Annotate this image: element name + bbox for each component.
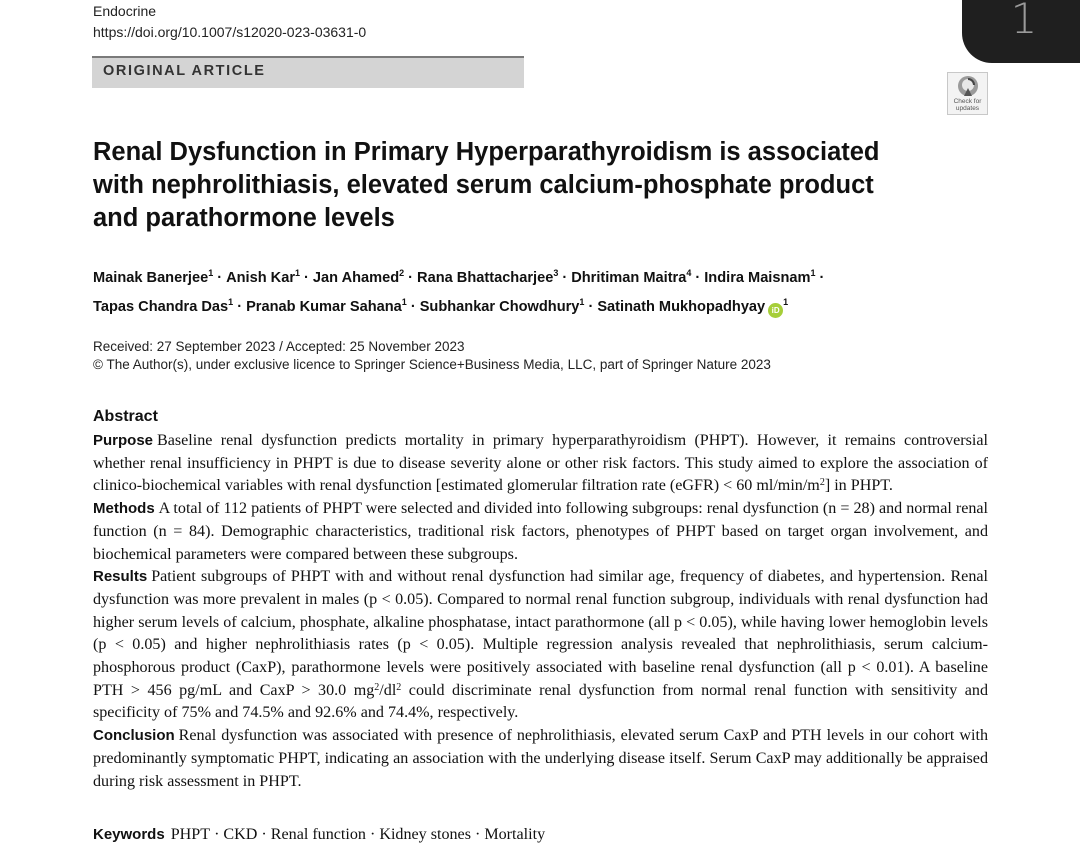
keyword-separator: ·: [369, 826, 376, 843]
check-for-updates-text: [948, 98, 987, 112]
author-affiliation: 4: [686, 268, 692, 278]
author-separator: ·: [410, 299, 416, 315]
results-sup-1: 2: [374, 681, 380, 693]
author-name[interactable]: Tapas Chandra Das: [93, 299, 229, 315]
keyword-item: Renal function: [270, 826, 366, 843]
author-name[interactable]: Rana Bhattacharjee: [417, 270, 554, 286]
author-separator: ·: [562, 270, 568, 286]
article-title: Renal Dysfunction in Primary Hyperparathyroidism is associated with nephrolithiasis, elevated serum calcium-phosphate product and parathormone levels: [93, 138, 880, 232]
author-name[interactable]: Mainak Banerjee: [93, 270, 209, 286]
purpose-label: Purpose: [93, 432, 154, 449]
author-name[interactable]: Dhritiman Maitra: [571, 270, 687, 286]
author-affiliation: 1: [401, 297, 407, 307]
methods-text: A total of 112 patients of PHPT were selected and divided into following subgroups: renal dysfunction (n = 28) and normal renal function (n = 84). Demographic characteristics, traditional risk factors, phenotypes of PHPT based on target organ involvement, and biochemical parameters were compared between these subgroups.: [93, 500, 988, 563]
author-separator: ·: [588, 299, 594, 315]
author-name[interactable]: Pranab Kumar Sahana: [246, 299, 402, 315]
abstract-purpose: [93, 430, 988, 498]
doi-link[interactable]: https://doi.org/10.1007/s12020-023-03631-0: [93, 24, 367, 40]
author-name[interactable]: Subhankar Chowdhury: [419, 299, 580, 315]
keyword-separator: ·: [474, 826, 481, 843]
author-list: [93, 261, 993, 319]
author-affiliation: 1: [579, 297, 585, 307]
author-affiliation: 1: [810, 268, 816, 278]
orcid-icon[interactable]: iD: [768, 303, 783, 318]
author-affiliation: 2: [399, 268, 405, 278]
results-unit: /dl: [379, 681, 397, 699]
check-line1: Check for: [953, 98, 982, 105]
author-name[interactable]: Satinath Mukhopadhyay: [597, 299, 766, 315]
author-affiliation: 1: [208, 268, 214, 278]
abstract-methods: [93, 498, 988, 566]
author-name[interactable]: Anish Kar: [226, 270, 296, 286]
keywords-list: [171, 826, 545, 843]
keywords-line: [93, 826, 988, 844]
page-number: 1: [1010, 0, 1038, 43]
author-affiliation: 3: [553, 268, 559, 278]
keyword-item: PHPT: [170, 826, 211, 843]
author-separator: ·: [819, 270, 825, 286]
author-affiliation: 1: [295, 268, 301, 278]
author-separator: ·: [408, 270, 414, 286]
results-label: Results: [93, 568, 148, 586]
abstract-heading: Abstract: [93, 408, 158, 425]
received-accepted-dates: Received: 27 September 2023 / Accepted: 25 November 2023: [93, 339, 465, 354]
abstract-results: [93, 566, 988, 725]
check-line2: updates: [955, 105, 980, 112]
conclusion-label: Conclusion: [93, 727, 175, 745]
copyright-notice: © The Author(s), under exclusive licence to Springer Science+Business Media, LLC, part of Springer Nature 2023: [93, 357, 771, 372]
purpose-text: Baseline renal dysfunction predicts mortality in primary hyperparathyroidism (PHPT). However, it remains controversial whether renal insufficiency in PHPT is due to disease severity alone or other risk factors. This study aimed to explore the association of clinico-biochemical variables with renal dysfunction [estimated glomerular filtration rate (eGFR) < 60 ml/min/m: [93, 432, 988, 495]
journal-name: Endocrine: [93, 3, 157, 19]
conclusion-text: Renal dysfunction was associated with presence of nephrolithiasis, elevated serum CaxP and PTH levels in our cohort with predominantly symptomatic PHPT, indicating an association with the underlying disease itself. Serum CaxP may additionally be appraised during risk assessment in PHPT.: [93, 727, 988, 790]
results-text-end: could discriminate renal dysfunction from normal renal function with sensitivity and specificity of 75% and 74.5% and 92.6% and 74.4%, respectively.: [93, 681, 988, 722]
author-name[interactable]: Indira Maisnam: [704, 270, 811, 286]
author-name[interactable]: Jan Ahamed: [312, 270, 400, 286]
methods-label: Methods: [93, 500, 155, 518]
results-sup-2: 2: [396, 681, 402, 693]
author-separator: ·: [695, 270, 701, 286]
check-for-updates-button[interactable]: [947, 72, 988, 115]
article-type-banner: [92, 56, 524, 88]
purpose-sup: 2: [819, 477, 825, 489]
keyword-separator: ·: [214, 826, 220, 843]
abstract-body: [93, 430, 988, 793]
author-affiliation: 1: [228, 297, 234, 307]
author-separator: ·: [304, 270, 309, 286]
author-separator: ·: [237, 299, 243, 315]
keyword-item: Mortality: [484, 826, 546, 843]
article-type-label: ORIGINAL ARTICLE: [103, 63, 266, 79]
keyword-item: CKD: [223, 826, 258, 843]
purpose-text-end: ] in PHPT.: [824, 477, 893, 495]
results-text: Patient subgroups of PHPT with and without renal dysfunction had similar age, frequency of diabetes, and hypertension. Renal dysfunction was more prevalent in males (p < 0.05). Compared to normal renal function subgroup, individuals with renal dysfunction had higher serum levels of calcium, phosphate, alkaline phosphatase, intact parathormone (all p < 0.05), while having lower hemoglobin levels (p < 0.05) and higher nephrolithiasis rates (p < 0.05). Multiple regression analysis revealed that nephrolithiasis, serum calcium-phosphorous product (CaxP), parathormone levels were positively associated with baseline renal dysfunction (all p < 0.01). A baseline PTH > 456 pg/mL and CaxP > 30.0 mg: [93, 568, 988, 699]
author-affiliation: 1: [783, 297, 789, 307]
author-separator: ·: [217, 270, 223, 286]
keyword-separator: ·: [261, 826, 267, 843]
keywords-label: Keywords: [93, 826, 165, 843]
abstract-conclusion: [93, 725, 988, 793]
keyword-item: Kidney stones: [379, 826, 471, 843]
crossmark-icon: [957, 75, 979, 97]
